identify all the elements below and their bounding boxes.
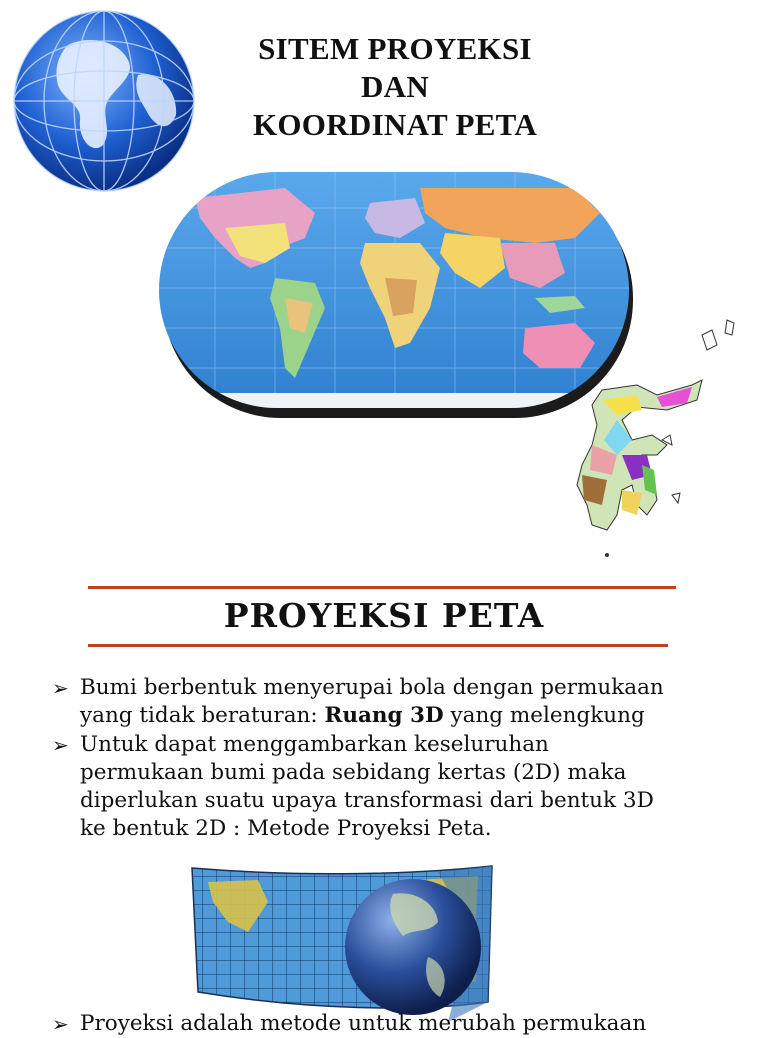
bullet-text [80,674,730,730]
page-title [215,30,575,144]
arrow-bullet-icon: ➢ [52,1012,69,1036]
bullet-line: Proyeksi adalah metode untuk merubah permukaan [80,1011,647,1036]
bullet-line: permukaan bumi pada sebidang kertas (2D) maka [80,760,627,785]
bullet-line: ke bentuk 2D : Metode Proyeksi Peta. [80,816,492,841]
arrow-bullet-icon: ➢ [52,676,69,700]
bullet-line [80,702,730,730]
bullet-line: Untuk dapat menggambarkan keseluruhan [80,732,549,757]
bullet-text [80,731,730,843]
sulawesi-map-image [562,315,747,565]
bullet-text [80,1010,730,1038]
bullet-line: Bumi berbentuk menyerupai bola dengan permukaan [80,675,664,700]
divider-top [88,586,676,589]
bullet-line: diperlukan suatu upaya transformasi dari bentuk 3D [80,788,654,813]
title-line-2: DAN [360,69,430,104]
bullet-text-part: yang tidak beraturan: [80,703,325,728]
section-heading: PROYEKSI PETA [223,596,545,635]
cylindrical-projection-image [188,862,498,1024]
bullet-bold-text: Ruang 3D [324,703,444,728]
bullet-text-part: yang melengkung [443,703,645,728]
divider-bottom [88,644,668,647]
title-line-3: KOORDINAT PETA [252,107,538,142]
arrow-bullet-icon: ➢ [52,733,69,757]
title-line-1: SITEM PROYEKSI [258,31,532,66]
